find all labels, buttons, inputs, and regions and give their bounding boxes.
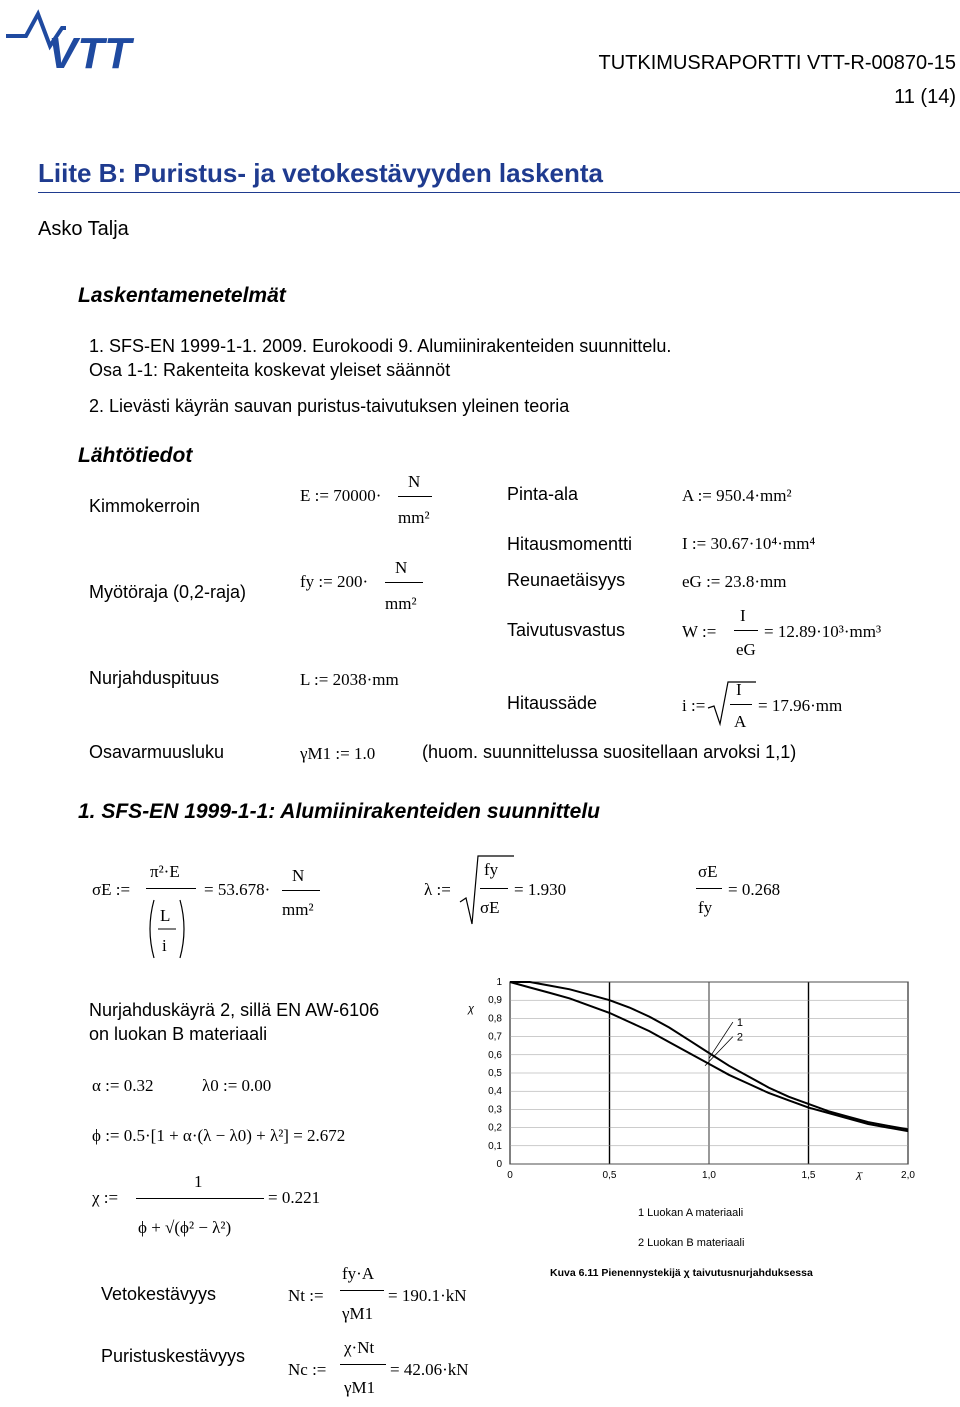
curve-text-2: on luokan B materiaali: [89, 1024, 268, 1044]
method-2: 2. Lievästi käyrän sauvan puristus-taivutuksen yleinen teoria: [89, 396, 570, 416]
y-tick-label: 0,6: [488, 1049, 502, 1061]
puri-label: Puristuskestävyys: [101, 1346, 246, 1366]
reuna-expr: eG := 23.8·mm: [682, 572, 787, 591]
lambda-lhs: λ :=: [424, 880, 451, 899]
method-1-line-2: Osa 1-1: Rakenteita koskevat yleiset säännöt: [89, 360, 451, 380]
y-tick-label: 0,5: [488, 1068, 502, 1079]
legend-entry: 2 Luokan B materiaali: [638, 1237, 745, 1249]
lambda-den: σE: [480, 898, 500, 917]
taiv-frac-bar: [734, 630, 758, 631]
sigmaE-unit-bar: [282, 890, 320, 891]
taiv-lhs: W :=: [682, 622, 717, 641]
y-tick-label: 0: [496, 1159, 502, 1170]
puri-num: χ·Nt: [344, 1338, 375, 1357]
veto-num: fy·A: [342, 1264, 375, 1283]
nurj-label: Nurjahduspituus: [89, 668, 220, 688]
puri-res: = 42.06·kN: [390, 1360, 469, 1379]
logo-text: VTT: [48, 29, 132, 72]
sigmaE-num: π²·E: [150, 862, 180, 881]
pinta-label: Pinta-ala: [507, 484, 579, 504]
x-tick-label: 0: [507, 1170, 513, 1181]
taiv-label: Taivutusvastus: [507, 620, 626, 640]
y-tick-label: 0,3: [488, 1104, 502, 1116]
veto-label: Vetokestävyys: [101, 1284, 217, 1304]
kimmo-label: Kimmokerroin: [89, 496, 201, 516]
legend-entry: 1 Luokan A materiaali: [638, 1207, 744, 1219]
lambda0-expr: λ0 := 0.00: [202, 1076, 272, 1095]
x-axis-label: λ̄: [856, 1171, 862, 1183]
hitr-den: A: [734, 712, 747, 731]
author: Asko Talja: [38, 218, 129, 240]
y-tick-label: 0,9: [488, 995, 502, 1007]
kimmo-unit-num: N: [408, 472, 421, 491]
puri-frac-bar: [340, 1364, 386, 1365]
hita-label: Hitausmomentti: [507, 534, 633, 554]
sigmaE-frac-bar: [146, 888, 196, 889]
puri-lhs: Nc :=: [288, 1360, 327, 1379]
x-tick-label: 1,5: [801, 1170, 816, 1181]
methods-heading: Laskentamenetelmät: [78, 284, 286, 307]
y-tick-label: 0,1: [488, 1140, 502, 1152]
buckling-chart: [460, 970, 930, 1290]
chi-frac-bar: [136, 1198, 264, 1199]
kimmo-frac-bar: [398, 496, 432, 497]
hita-expr: I := 30.67·10⁴·mm⁴: [682, 534, 816, 553]
myoto-frac-bar: [385, 582, 423, 583]
myoto-label: Myötöraja (0,2-raja): [89, 582, 247, 602]
veto-lhs: Nt :=: [288, 1286, 324, 1305]
lambda-num: fy: [484, 860, 499, 879]
puri-den: γM1: [344, 1378, 376, 1397]
sigmaE-den-i: i: [162, 936, 167, 955]
taiv-num: I: [740, 606, 746, 625]
ratio-res: = 0.268: [728, 880, 781, 899]
x-tick-label: 1,0: [702, 1170, 716, 1181]
sigmaE-den-paren: [146, 896, 200, 962]
hitr-num: I: [736, 680, 742, 699]
phi-expr: ϕ := 0.5·[1 + α·(λ − λ0) + λ²] = 2.672: [92, 1126, 346, 1145]
hitr-sqrt-icon: [706, 678, 756, 733]
method-1-line-1: 1. SFS-EN 1999-1-1. 2009. Eurokoodi 9. Alumiinirakenteiden suunnittelu.: [89, 336, 672, 356]
sigmaE-unit-den: mm²: [282, 900, 314, 919]
page-title: Liite B: Puristus- ja vetokestävyyden laskenta: [38, 158, 603, 188]
chi-lhs: χ :=: [92, 1188, 119, 1207]
sigmaE-lhs: σE :=: [92, 880, 131, 899]
series-label-2: 2: [736, 1031, 743, 1044]
veto-frac-bar: [340, 1290, 384, 1291]
y-tick-label: 0,2: [488, 1122, 502, 1134]
hitr-lhs: i :=: [682, 696, 706, 715]
x-tick-label: 0,5: [602, 1170, 617, 1181]
alpha-expr: α := 0.32: [92, 1076, 154, 1095]
kimmo-unit-den: mm²: [398, 508, 430, 527]
taiv-den: eG: [736, 640, 756, 659]
lambda-res: = 1.930: [514, 880, 567, 899]
y-tick-label: 0,7: [488, 1031, 502, 1043]
taiv-rhs: = 12.89·10³·mm³: [764, 622, 882, 641]
page-number: 11 (14): [894, 86, 956, 108]
y-tick-label: 1: [496, 977, 502, 988]
y-tick-label: 0,8: [488, 1013, 502, 1025]
veto-res: = 190.1·kN: [388, 1286, 467, 1305]
x-tick-label: 2,0: [901, 1170, 915, 1181]
input-heading: Lähtötiedot: [78, 444, 193, 467]
ratio-den: fy: [698, 898, 713, 917]
pinta-expr: A := 950.4·mm²: [682, 486, 792, 505]
veto-den: γM1: [342, 1304, 374, 1323]
chi-res: = 0.221: [268, 1188, 321, 1207]
curve-text-1: Nurjahduskäyrä 2, sillä EN AW-6106: [89, 1000, 380, 1020]
vtt-logo: [4, 6, 184, 72]
ec9-heading: 1. SFS-EN 1999-1-1: Alumiinirakenteiden suunnittelu: [78, 800, 600, 823]
hitr-rhs: = 17.96·mm: [758, 696, 843, 715]
myoto-unit-den: mm²: [385, 594, 417, 613]
osav-note: (huom. suunnittelussa suositellaan arvoksi 1,1): [422, 742, 797, 762]
reuna-label: Reunaetäisyys: [507, 570, 626, 590]
ratio-num: σE: [698, 862, 718, 881]
sigmaE-den-L: L: [160, 906, 171, 925]
chi-den: ϕ + √(ϕ² − λ²): [138, 1218, 232, 1237]
osav-expr: γM1 := 1.0: [300, 744, 376, 763]
myoto-expr: fy := 200·: [300, 572, 369, 591]
lambda-frac-bar: [480, 888, 508, 889]
sigmaE-res: = 53.678·: [204, 880, 271, 899]
chart-caption: Kuva 6.11 Pienennystekijä χ taivutusnurjahduksessa: [550, 1267, 813, 1279]
series-label-1: 1: [736, 1017, 743, 1030]
title-rule: [38, 192, 960, 193]
report-id: TUTKIMUSRAPORTTI VTT-R-00870-15: [598, 52, 956, 74]
hitr-frac-bar: [730, 704, 752, 705]
y-tick-label: 0,4: [488, 1086, 502, 1098]
ratio-frac-bar: [696, 888, 722, 889]
sigmaE-unit-num: N: [292, 866, 305, 885]
hitr-label: Hitaussäde: [507, 693, 598, 713]
osav-label: Osavarmuusluku: [89, 742, 225, 762]
myoto-unit-num: N: [395, 558, 408, 577]
kimmo-expr: E := 70000·: [300, 486, 382, 505]
y-axis-label: χ: [468, 1003, 475, 1015]
chi-num: 1: [194, 1172, 203, 1191]
nurj-expr: L := 2038·mm: [300, 670, 399, 689]
